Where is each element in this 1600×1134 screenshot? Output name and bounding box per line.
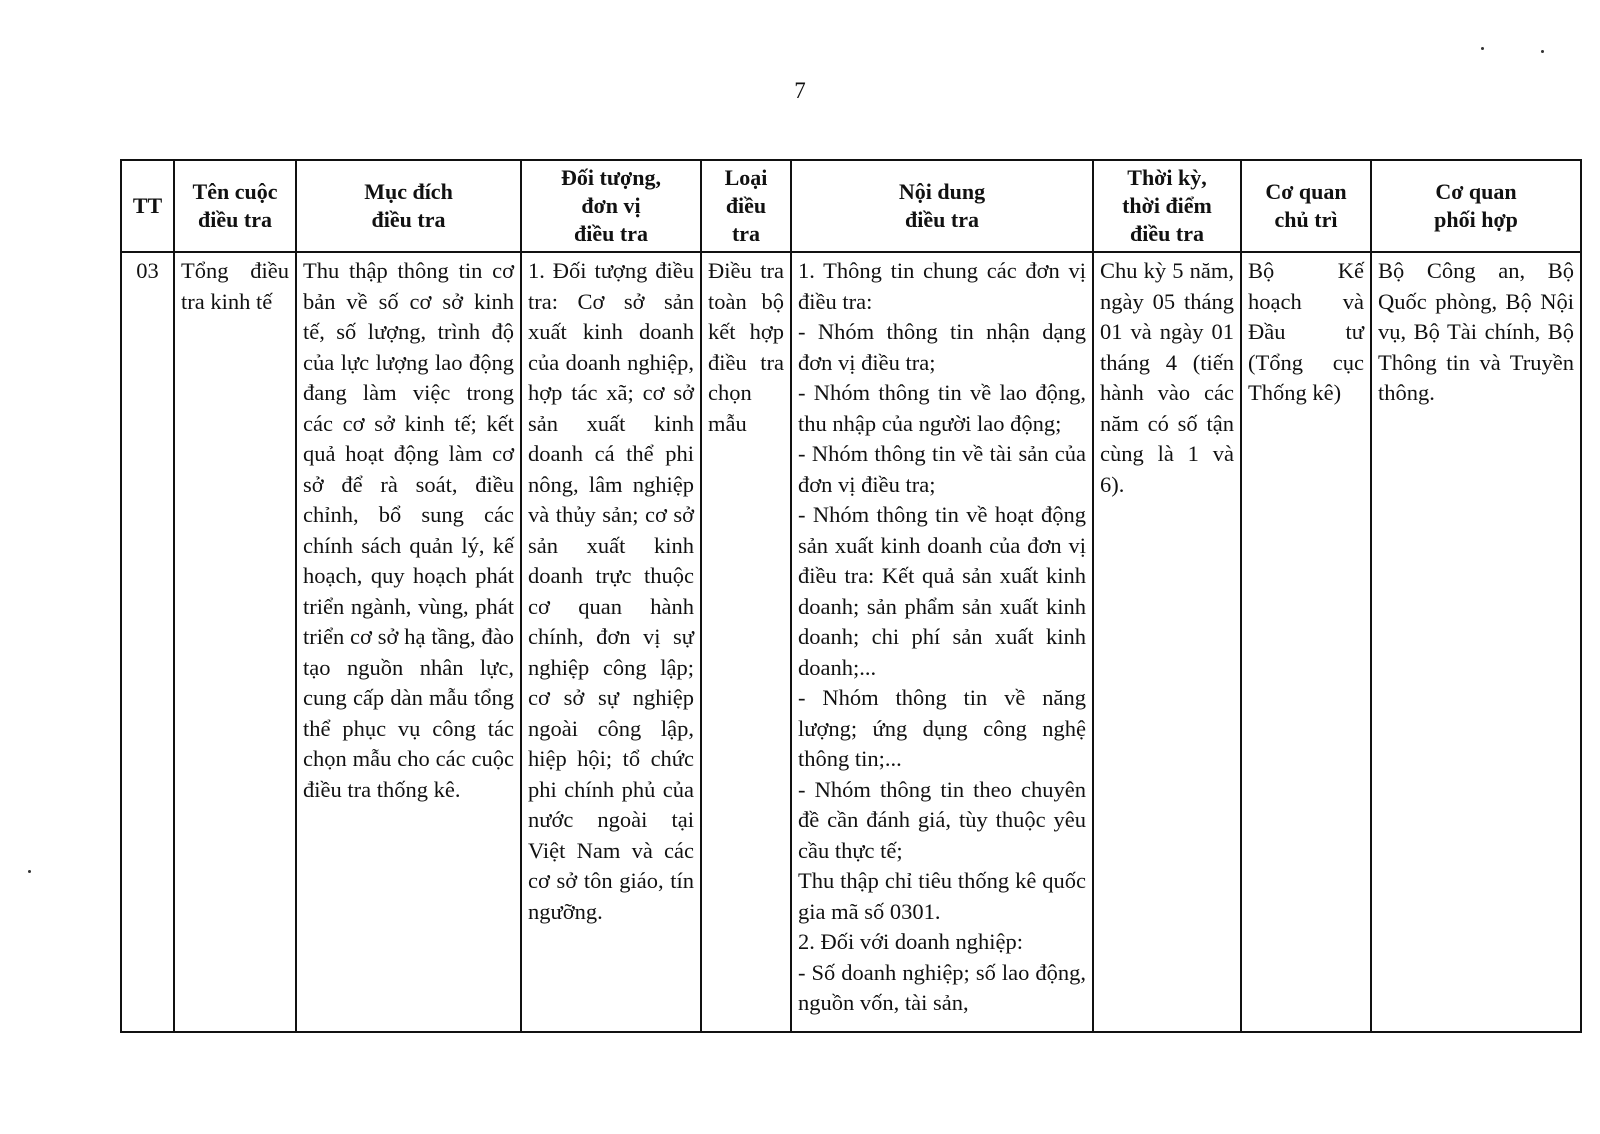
noi-dung-line: - Nhóm thông tin về năng lượng; ứng dụng công nghệ thông tin;... bbox=[798, 685, 1086, 771]
cell-tt: 03 bbox=[121, 252, 174, 1032]
table-header-row bbox=[121, 160, 1581, 252]
header-doi-tuong: Đối tượng, đơn vị điều tra bbox=[521, 160, 701, 252]
scan-speck bbox=[1541, 50, 1544, 53]
cell-phoi-hop: Bộ Công an, Bộ Quốc phòng, Bộ Nội vụ, Bộ Tài chính, Bộ Thông tin và Truyền thông. bbox=[1371, 252, 1581, 1032]
scan-speck bbox=[28, 870, 31, 873]
header-noi-dung: Nội dung điều tra bbox=[791, 160, 1093, 252]
header-muc-dich: Mục đích điều tra bbox=[296, 160, 521, 252]
noi-dung-line: 1. Thông tin chung các đơn vị điều tra: bbox=[798, 258, 1086, 314]
cell-noi-dung bbox=[791, 252, 1093, 1032]
page-number: 7 bbox=[794, 78, 806, 103]
noi-dung-line: 2. Đối với doanh nghiệp: bbox=[798, 929, 1023, 954]
header-loai: Loại điều tra bbox=[701, 160, 791, 252]
noi-dung-line: - Nhóm thông tin nhận dạng đơn vị điều tra; bbox=[798, 319, 1086, 375]
cell-muc-dich: Thu thập thông tin cơ bản về số cơ sở kinh tế, số lượng, trình độ của lực lượng lao động đang làm việc trong các cơ sở kinh tế; kết quả hoạt động làm cơ sở để rà soát, điều chỉnh, bổ sung các chính sách quản lý, kế hoạch, quy hoạch phát triển ngành, vùng, phát triển cơ sở hạ tầng, đào tạo nguồn nhân lực, cung cấp dàn mẫu tổng thể phục vụ công tác chọn mẫu cho các cuộc điều tra thống kê. bbox=[296, 252, 521, 1032]
header-thoi-ky: Thời kỳ, thời điểm điều tra bbox=[1093, 160, 1241, 252]
table-row bbox=[121, 252, 1581, 1032]
header-tt: TT bbox=[121, 160, 174, 252]
header-ten-cuoc: Tên cuộc điều tra bbox=[174, 160, 296, 252]
noi-dung-line: Thu thập chỉ tiêu thống kê quốc gia mã số 0301. bbox=[798, 868, 1086, 924]
scan-speck bbox=[1481, 47, 1484, 50]
noi-dung-line: - Nhóm thông tin về lao động, thu nhập của người lao động; bbox=[798, 380, 1086, 436]
header-chu-tri: Cơ quan chủ trì bbox=[1241, 160, 1371, 252]
header-phoi-hop: Cơ quan phối hợp bbox=[1371, 160, 1581, 252]
cell-thoi-ky: Chu kỳ 5 năm, ngày 05 tháng 01 và ngày 01 tháng 4 (tiến hành vào các năm có số tận cùng là 1 và 6). bbox=[1093, 252, 1241, 1032]
cell-chu-tri: Bộ Kế hoạch và Đầu tư (Tổng cục Thống kê) bbox=[1241, 252, 1371, 1032]
survey-table bbox=[120, 159, 1582, 1033]
cell-ten-cuoc: Tổng điều tra kinh tế bbox=[174, 252, 296, 1032]
noi-dung-line: - Số doanh nghiệp; số lao động, nguồn vốn, tài sản, bbox=[798, 959, 1086, 1015]
noi-dung-line: - Nhóm thông tin về hoạt động sản xuất kinh doanh của đơn vị điều tra: Kết quả sản xuất kinh doanh; sản phẩm sản xuất kinh doanh; chi phí sản xuất kinh doanh;... bbox=[798, 502, 1086, 680]
noi-dung-line: - Nhóm thông tin về tài sản của đơn vị điều tra; bbox=[798, 441, 1086, 497]
noi-dung-line: - Nhóm thông tin theo chuyên đề cần đánh giá, tùy thuộc yêu cầu thực tế; bbox=[798, 776, 1086, 863]
cell-doi-tuong: 1. Đối tượng điều tra: Cơ sở sản xuất kinh doanh của doanh nghiệp, hợp tác xã; cơ sở sản xuất kinh doanh cá thể phi nông, lâm nghiệp và thủy sản; cơ sở sản xuất kinh doanh trực thuộc cơ quan hành chính, đơn vị sự nghiệp công lập; cơ sở sự nghiệp ngoài công lập, hiệp hội; tổ chức phi chính phủ của nước ngoài tại Việt Nam và các cơ sở tôn giáo, tín ngưỡng. bbox=[521, 252, 701, 1032]
cell-loai: Điều tra toàn bộ kết hợp điều tra chọn mẫu bbox=[701, 252, 791, 1032]
